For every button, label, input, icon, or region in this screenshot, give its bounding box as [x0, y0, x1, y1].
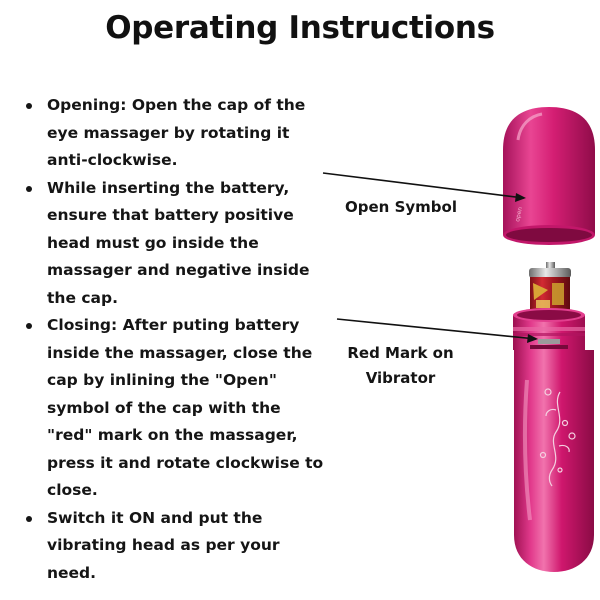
- instruction-text: Opening: Open the cap of the eye massager by rotating it anti-clockwise.: [47, 96, 306, 169]
- instruction-text: While inserting the battery, ensure that battery positive head must go inside the massager and negative inside the cap.: [47, 178, 310, 307]
- instruction-text: Closing: After puting battery inside the massager, close the cap by inlining the "Open" symbol of the cap with the "red" mark on the massager, press it and rotate clockwise to close.: [47, 316, 324, 499]
- massager-cap: [503, 107, 595, 245]
- red-mark-label-line2: Vibrator: [365, 369, 436, 387]
- red-mark: [538, 339, 560, 344]
- battery: [529, 262, 571, 313]
- open-symbol-label: Open Symbol: [345, 198, 457, 216]
- instruction-text: Switch it ON and put the vibrating head as per your need.: [47, 508, 280, 582]
- open-symbol-arrow: [323, 173, 524, 198]
- red-mark-label-line1: Red Mark on: [347, 344, 454, 362]
- cap-open-marking: open: [514, 206, 525, 223]
- page-title: Operating Instructions: [105, 10, 495, 46]
- red-mark-arrow: [337, 319, 536, 339]
